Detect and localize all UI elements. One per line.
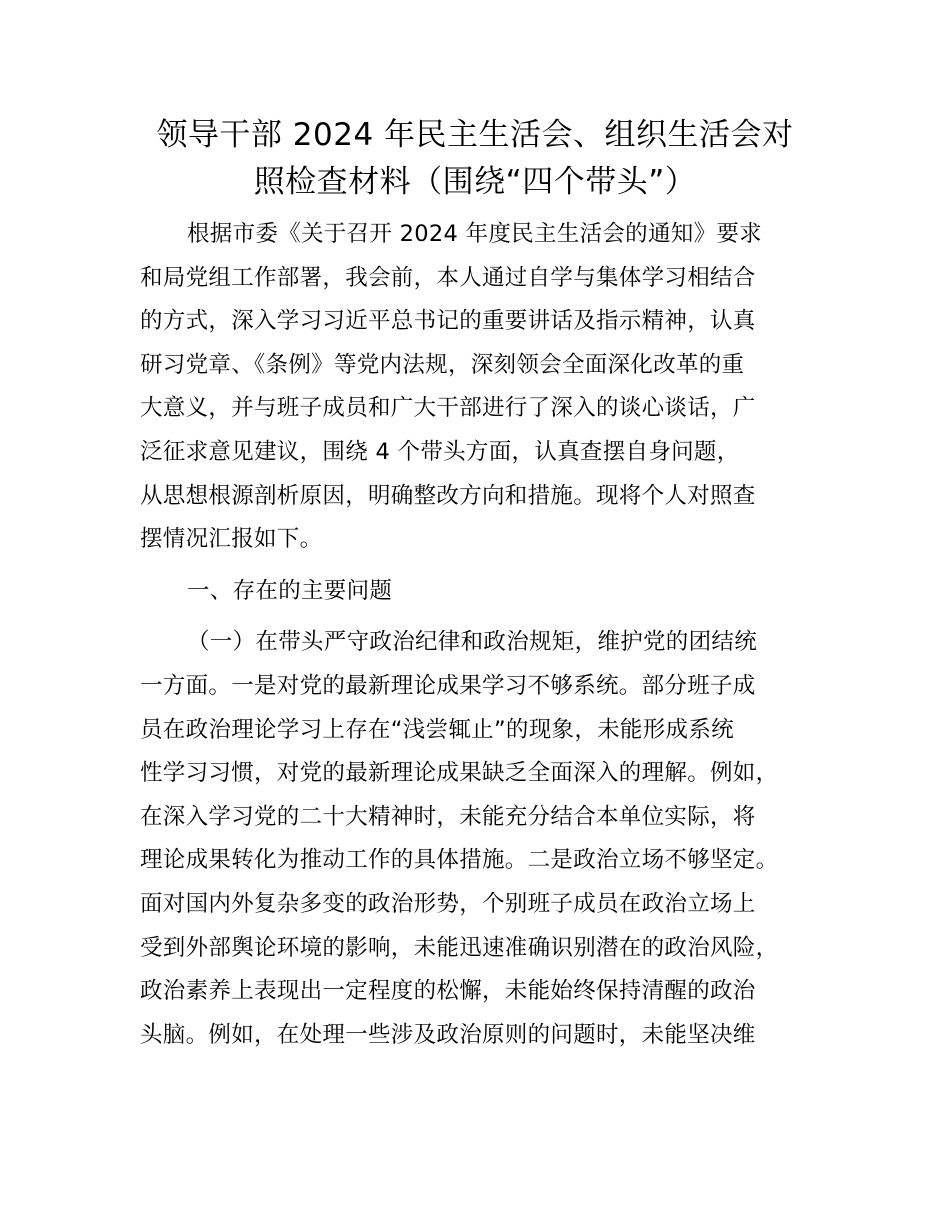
paragraph-line: 从思想根源剖析原因，明确整改方向和措施。现将个人对照查 <box>140 482 756 509</box>
paragraph-line: 理论成果转化为推动工作的具体措施。二是政治立场不够坚定。 <box>140 847 779 874</box>
paragraph-line: 员在政治理论学习上存在“浅尝辄止”的现象，未能形成系统 <box>140 716 734 743</box>
document-body <box>140 213 830 1057</box>
paragraph-line: 受到外部舆论环境的影响，未能迅速准确识别潜在的政治风险， <box>140 934 779 961</box>
paragraph-line: 摆情况汇报如下。 <box>140 526 323 553</box>
paragraph-line: 和局党组工作部署，我会前，本人通过自学与集体学习相结合 <box>140 264 756 291</box>
paragraph-line: 性学习习惯，对党的最新理论成果缺乏全面深入的理解。例如， <box>140 760 779 787</box>
paragraph-line: 政治素养上表现出一定程度的松懈，未能始终保持清醒的政治 <box>140 978 756 1005</box>
title-line: 照检查材料（围绕“四个带头”） <box>253 164 697 200</box>
document-title <box>130 112 820 206</box>
paragraph-line: 头脑。例如，在处理一些涉及政治原则的问题时，未能坚决维 <box>140 1021 756 1048</box>
paragraph-line: 的方式，深入学习习近平总书记的重要讲话及指示精神，认真 <box>140 308 756 335</box>
paragraph-line: 一方面。一是对党的最新理论成果学习不够系统。部分班子成 <box>140 672 756 699</box>
paragraph-line: 在深入学习党的二十大精神时，未能充分结合本单位实际，将 <box>140 803 756 830</box>
paragraph-line: 泛征求意见建议，围绕 4 个带头方面，认真查摆自身问题， <box>140 438 740 465</box>
paragraph-line: 面对国内外复杂多变的政治形势，个别班子成员在政治立场上 <box>140 890 756 917</box>
paragraph-line: 大意义，并与班子成员和广大干部进行了深入的谈心谈话，广 <box>140 395 756 422</box>
title-line: 领导干部 2024 年民主生活会、组织生活会对 <box>156 117 794 153</box>
paragraph-line: （一）在带头严守政治纪律和政治规矩，维护党的团结统 <box>187 629 758 656</box>
intro-paragraph <box>140 213 830 562</box>
paragraph-line: 研习党章、《条例》等党内法规，深刻领会全面深化改革的重 <box>140 351 745 378</box>
subsection-paragraph <box>140 621 830 1057</box>
section-heading-paragraph <box>140 570 830 614</box>
section-heading: 一、存在的主要问题 <box>187 577 393 604</box>
paragraph-line: 根据市委《关于召开 2024 年度民主生活会的通知》要求 <box>187 221 762 247</box>
